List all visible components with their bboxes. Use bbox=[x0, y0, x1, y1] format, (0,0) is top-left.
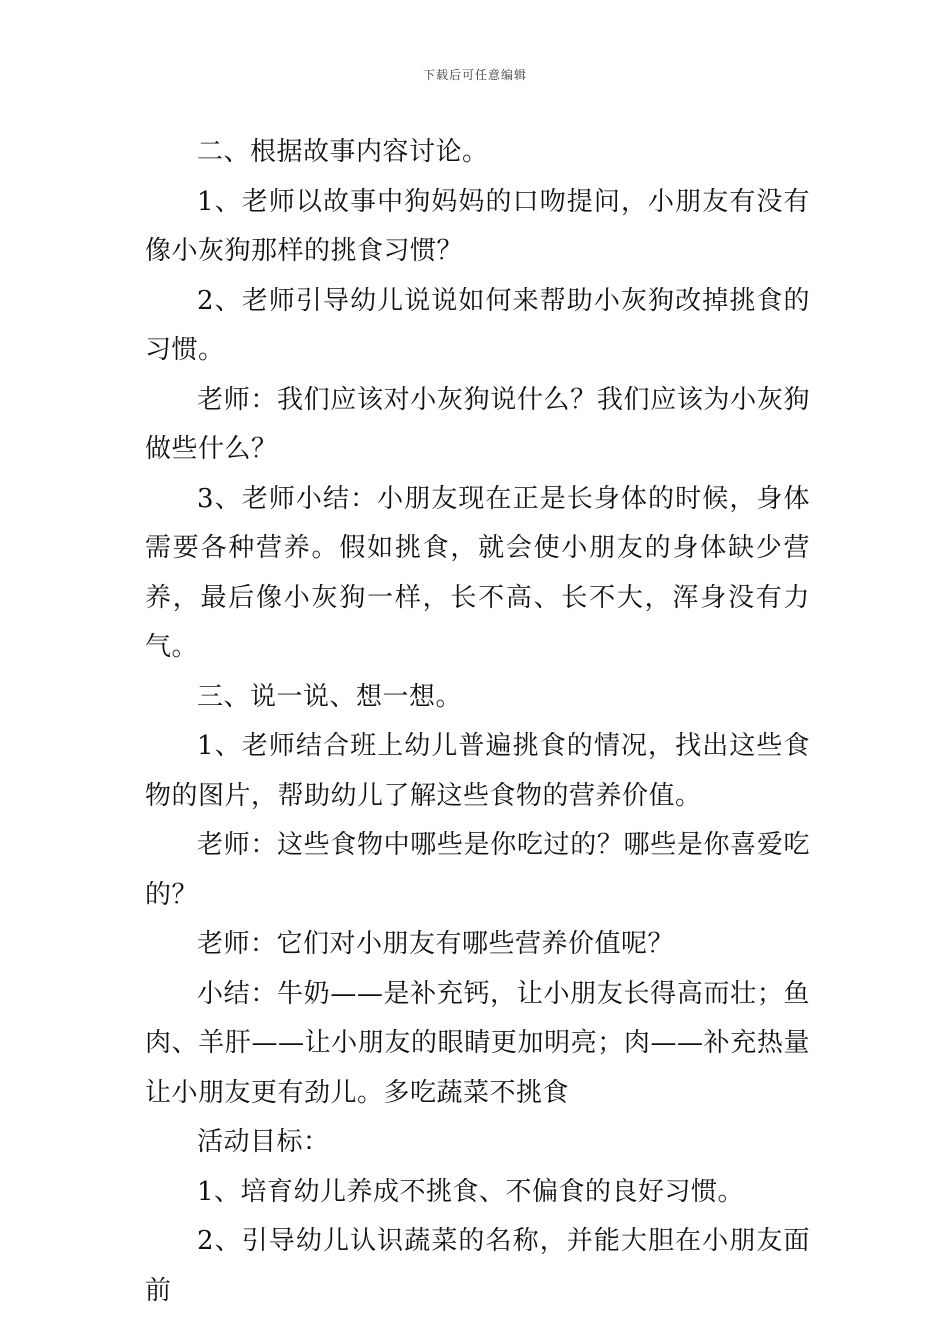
section-heading-talk-think: 三、说一说、想一想。 bbox=[197, 681, 463, 712]
document-body bbox=[145, 128, 810, 1316]
paragraph-teacher-prompt-3: 老师：它们对小朋友有哪些营养价值呢？ bbox=[197, 929, 675, 959]
section-heading-goals: 活动目标： bbox=[197, 1127, 330, 1157]
paragraph-goal-1: 1、培育幼儿养成不挑食、不偏食的良好习惯。 bbox=[197, 1176, 745, 1207]
paragraph-question-1: 1、老师以故事中狗妈妈的口吻提问，小朋友有没有像小灰狗那样的挑食习惯？ bbox=[145, 186, 810, 266]
paragraph-question-2: 2、老师引导幼儿说说如何来帮助小灰狗改掉挑食的习惯。 bbox=[145, 285, 810, 365]
paragraph-teacher-prompt-1: 老师：我们应该对小灰狗说什么？我们应该为小灰狗做些什么？ bbox=[145, 384, 810, 464]
paragraph-teacher-summary: 3、老师小结：小朋友现在正是长身体的时候，身体需要各种营养。假如挑食，就会使小朋友的身体缺少营养，最后像小灰狗一样，长不高、长不大，浑身没有力气。 bbox=[145, 483, 810, 662]
page-header-note: 下载后可任意编辑 bbox=[422, 68, 527, 82]
paragraph-goal-2: 2、引导幼儿认识蔬菜的名称，并能大胆在小朋友面前 bbox=[145, 1226, 810, 1306]
section-heading-discussion: 二、根据故事内容讨论。 bbox=[197, 137, 489, 167]
paragraph-teacher-prompt-2: 老师：这些食物中哪些是你吃过的？哪些是你喜爱吃的？ bbox=[145, 830, 810, 910]
paragraph-food-pictures: 1、老师结合班上幼儿普遍挑食的情况，找出这些食物的图片，帮助幼儿了解这些食物的营养价值。 bbox=[145, 731, 810, 811]
paragraph-nutrition-summary: 小结：牛奶——是补充钙，让小朋友长得高而壮；鱼肉、羊肝——让小朋友的眼睛更加明亮；肉——补充热量让小朋友更有劲儿。多吃蔬菜不挑食 bbox=[145, 978, 810, 1108]
